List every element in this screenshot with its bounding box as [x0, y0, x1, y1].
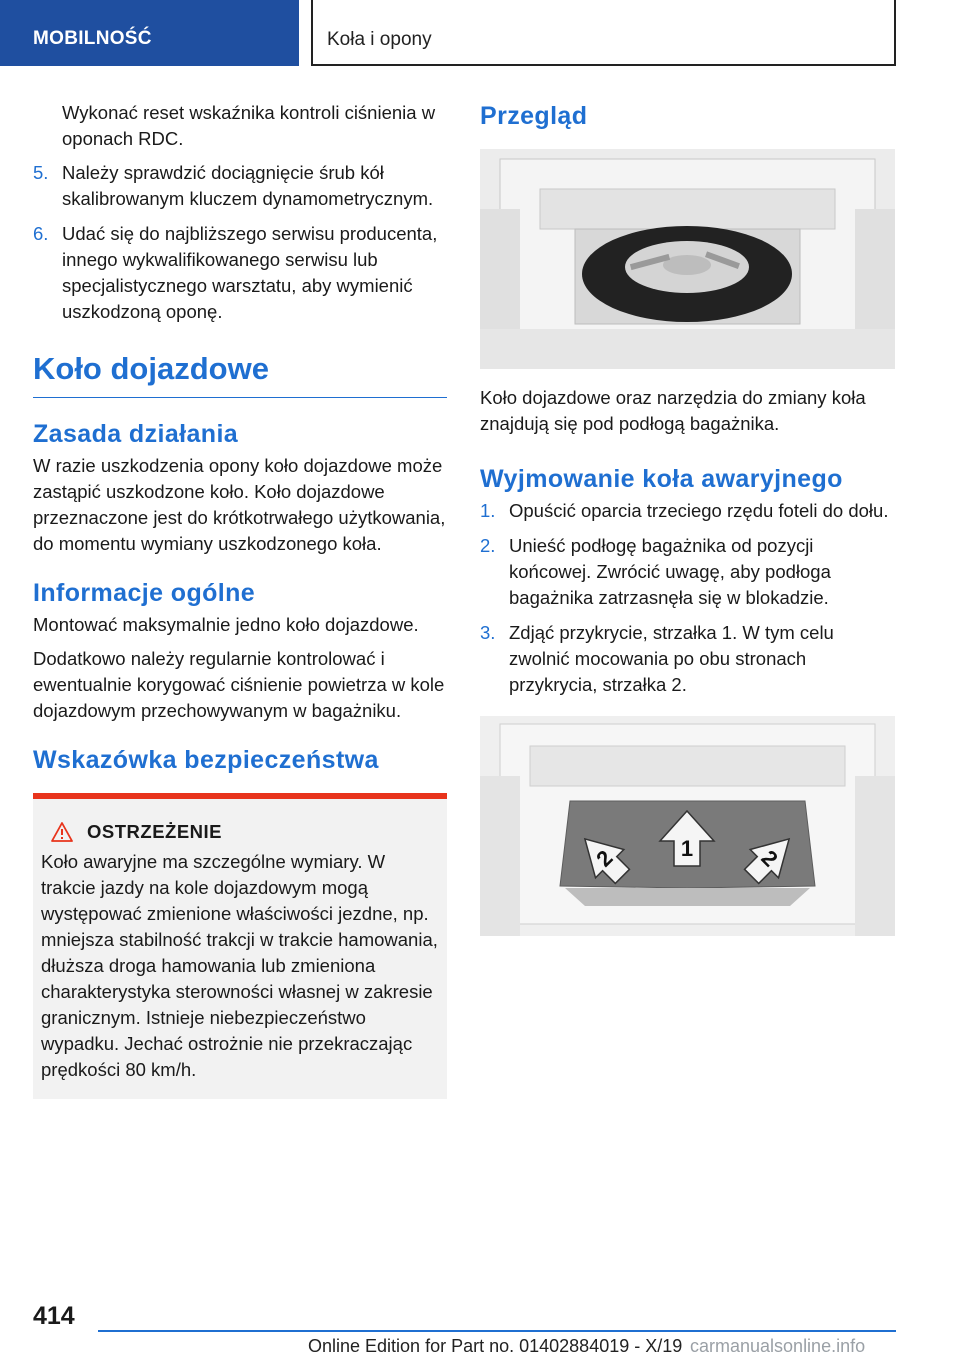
step-number: 6. — [33, 223, 49, 244]
step-text: Udać się do najbliższego serwisu producenta, innego wykwalifikowanego serwisu lub specjalistycznego warsztatu, aby wymienić uszkodzoną oponę. — [62, 223, 438, 322]
step-continuation: Wykonać reset wskaźnika kontroli ciśnienia w oponach RDC. — [62, 102, 436, 149]
warning-triangle-icon — [51, 822, 73, 842]
chapter-tab — [311, 0, 896, 66]
figure-spare-wheel — [480, 149, 895, 369]
warning-title: OSTRZEŻENIE — [87, 821, 223, 842]
step-number: 5. — [33, 162, 49, 183]
chapter-label: Koła i opony — [327, 29, 432, 50]
step-number: 3. — [480, 622, 496, 643]
principle-heading: Zasada działania — [33, 420, 239, 448]
footer-divider — [98, 1330, 896, 1332]
spare-wheel-illustration — [480, 149, 895, 369]
warning-box — [33, 799, 447, 1099]
watermark-text: carmanualsonline.info — [690, 1336, 866, 1356]
removal-heading: Wyjmowanie koła awaryjnego — [480, 465, 843, 493]
step-number: 2. — [480, 535, 496, 556]
safety-heading: Wskazówka bezpieczeństwa — [33, 746, 379, 774]
edition-text: Online Edition for Part no. 01402884019 - X/19 — [308, 1336, 683, 1356]
step-item — [480, 498, 895, 524]
step-item — [480, 533, 895, 611]
right-column — [480, 100, 895, 952]
principle-text: W razie uszkodzenia opony koło dojazdowe może zastąpić uszkodzone koło. Koło dojazdowe przeznaczone jest do krótkotrwałego użytkowania, do momentu wymiany uszkodzonego koła. — [33, 455, 446, 554]
figure-cover-removal — [480, 716, 895, 936]
step-item — [33, 221, 447, 325]
section-tab — [0, 0, 299, 66]
page-header — [0, 0, 960, 66]
overview-heading: Przegląd — [480, 102, 588, 130]
step-text: Unieść podłogę bagażnika od pozycji końcowej. Zwrócić uwagę, aby podłoga bagażnika zatrzasnęła się w blokadzie. — [509, 535, 831, 608]
warning-header — [51, 821, 439, 843]
general-text-1: Montować maksymalnie jedno koło dojazdowe. — [33, 614, 419, 635]
step-number: 1. — [480, 500, 496, 521]
step-text: Należy sprawdzić dociągnięcie śrub kół skalibrowanym kluczem dynamometrycznym. — [62, 162, 434, 209]
section-title: Koło dojazdowe — [33, 351, 447, 398]
left-column — [33, 100, 447, 1099]
cover-removal-illustration — [480, 716, 895, 936]
general-heading: Informacje ogólne — [33, 579, 256, 607]
page-number: 414 — [33, 1302, 75, 1330]
step-item — [480, 620, 895, 698]
arrow-label: 1 — [680, 836, 694, 861]
arrow-label: 2 — [591, 845, 618, 872]
section-label: MOBILNOŚĆ — [33, 28, 152, 49]
overview-text: Koło dojazdowe oraz narzędzia do zmiany koła znajdują się pod podłogą bagażnika. — [480, 387, 866, 434]
step-text: Opuścić oparcia trzeciego rzędu foteli do dołu. — [509, 500, 889, 521]
general-text-2: Dodatkowo należy regularnie kontrolować i ewentualnie korygować ciśnienie powietrza w kole dojazdowym przechowywanym w bagażniku. — [33, 648, 445, 721]
step-text: Zdjąć przykrycie, strzałka 1. W tym celu zwolnić mocowania po obu stronach przykrycia, strzałka 2. — [509, 622, 834, 695]
step-item — [33, 160, 447, 212]
warning-text: Koło awaryjne ma szczególne wymiary. W trakcie jazdy na kole dojazdowym mogą występować zmienione właściwości jezdne, np. mniejsza stabilność trakcji w trakcie hamowania, dłuższa droga hamowania lub zmieniona charakterystyka sterowności własnej w zakresie granicznym. Istnieje niebezpieczeństwo wypadku. Jechać ostrożnie nie przekraczając prędkości 80 km/h. — [41, 851, 438, 1080]
arrow-label: 2 — [756, 845, 783, 872]
